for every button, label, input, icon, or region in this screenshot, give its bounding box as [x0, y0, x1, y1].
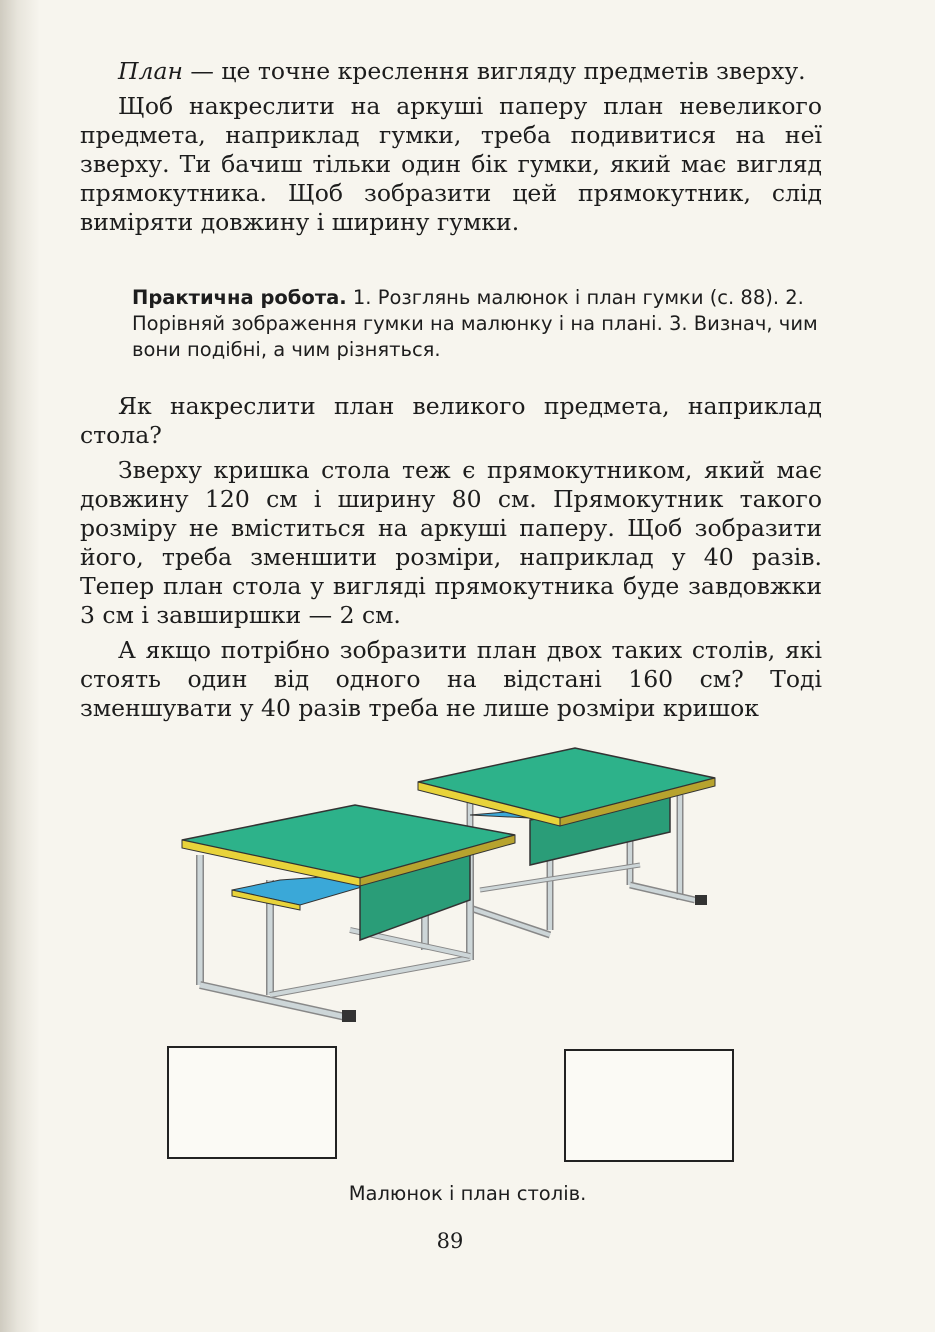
binding-shadow [0, 0, 40, 1332]
paragraph-two-tables: А якщо потрібно зобразити план двох таких столів, які стоять один від одного на відстані 160 см? Тоді зменшувати у 40 разів треба не лише розміри кришок [80, 636, 822, 722]
plan-rectangle-left [167, 1046, 337, 1159]
text-block-top [80, 57, 822, 237]
practical-work-text: 1. Розглянь малюнок і план гумки (с. 88). 2. Порівняй зображення гумки на малюнку і на плані. 3. Визнач, чим вони подібні, а чим різняться. [132, 286, 818, 361]
figure-caption: Малюнок і план столів. [348, 1182, 587, 1205]
practical-work-label: Практична робота. [132, 286, 347, 309]
text-block-bottom [80, 392, 822, 723]
paragraph-question: Як накреслити план великого предмета, наприклад стола? [80, 392, 822, 449]
term-plan: План [118, 57, 183, 85]
paragraph-eraser: Щоб накреслити на аркуші паперу план невеликого предмета, наприклад гумки, треба подивитися на неї зверху. Ти бачиш тільки один бік гумки, який має вигляд прямокутника. Щоб зобразити цей прямокутник, слід виміряти довжину і ширину гумки. [80, 92, 822, 236]
practical-work-box [132, 285, 824, 363]
plan-rectangle-right [564, 1049, 734, 1162]
paragraph-table-size: Зверху кришка стола теж є прямокутником, який має довжину 120 см і ширину 80 см. Прямокутник такого розміру не вміститься на аркуші паперу. Щоб зобразити його, треба зменшити розміри, наприклад у 40 разів. Тепер план стола у вигляді прямокутника буде завдовжки 3 см і завширшки — 2 см. [80, 456, 822, 629]
definition-text: — це точне креслення вигляду предметів зверху. [182, 57, 806, 85]
page-number: 89 [436, 1229, 464, 1253]
definition-paragraph [80, 57, 822, 86]
tables-illustration [170, 740, 730, 1040]
